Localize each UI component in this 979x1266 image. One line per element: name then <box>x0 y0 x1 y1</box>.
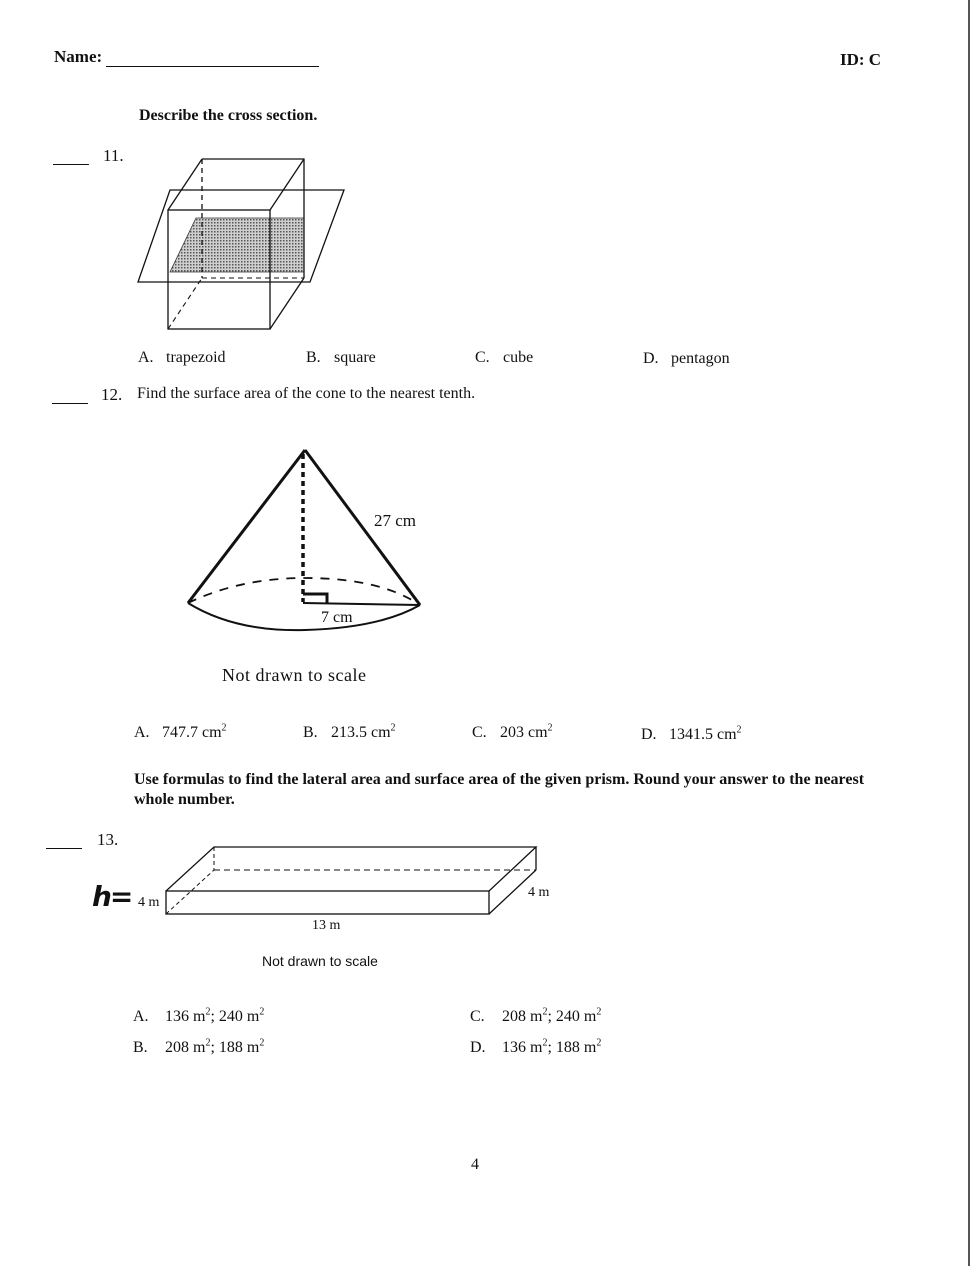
choice-13-d[interactable]: D. 136 $m^2$; 188 $m^2$ <box>470 1037 602 1056</box>
answer-blank-11[interactable] <box>53 164 89 165</box>
page-number: 4 <box>471 1156 479 1173</box>
choice-12-a[interactable]: A. 747.7 $cm^2$ <box>134 722 227 741</box>
choice-12-c[interactable]: C. 203 $cm^2$ <box>472 722 553 741</box>
section-instruction-2: Use formulas to find the lateral area and surface area of the given prism. Round your answer to the nearest whole number. <box>134 771 865 808</box>
choice-11-d[interactable]: D. pentagon <box>643 350 730 367</box>
name-field[interactable] <box>106 66 319 67</box>
section-instruction-1: Describe the cross section. <box>139 107 318 124</box>
choice-12-b[interactable]: B. 213.5 $cm^2$ <box>303 722 396 741</box>
question-number-13: 13. <box>97 830 119 849</box>
cone-figure <box>180 440 440 640</box>
handwritten-h-annotation: h= <box>92 880 132 913</box>
name-label: Name: <box>54 47 103 66</box>
prism-figure <box>158 840 543 920</box>
answer-blank-13[interactable] <box>46 848 82 849</box>
prism-scale-note: Not drawn to scale <box>262 953 378 969</box>
choice-12-d[interactable]: D. 1341.5 $cm^2$ <box>641 724 742 743</box>
question-number-11: 11. <box>103 146 124 165</box>
question-text-12: Find the surface area of the cone to the nearest tenth. <box>137 385 476 402</box>
question-number-12: 12. <box>101 385 123 404</box>
choice-13-b[interactable]: B. 208 $m^2$; 188 $m^2$ <box>133 1037 265 1056</box>
prism-depth-label: 4 m <box>528 885 550 900</box>
prism-height-label: 4 m <box>138 895 160 910</box>
page-edge <box>968 0 970 1266</box>
choice-13-a[interactable]: A. 136 $m^2$; 240 $m^2$ <box>133 1006 265 1025</box>
choice-11-c[interactable]: C. cube <box>475 349 534 366</box>
prism-length-label: 13 m <box>312 918 341 933</box>
cone-slant-label: 27 cm <box>374 511 417 530</box>
cone-scale-note: Not drawn to scale <box>222 665 367 685</box>
cone-radius-label: 7 cm <box>321 609 353 626</box>
choice-11-a[interactable]: A. trapezoid <box>138 349 226 366</box>
answer-blank-12[interactable] <box>52 403 88 404</box>
choice-13-c[interactable]: C. 208 $m^2$; 240 $m^2$ <box>470 1006 602 1025</box>
id-label: ID: C <box>840 50 882 69</box>
cube-cross-section-figure <box>130 150 355 340</box>
choice-11-b[interactable]: B. square <box>306 349 376 366</box>
